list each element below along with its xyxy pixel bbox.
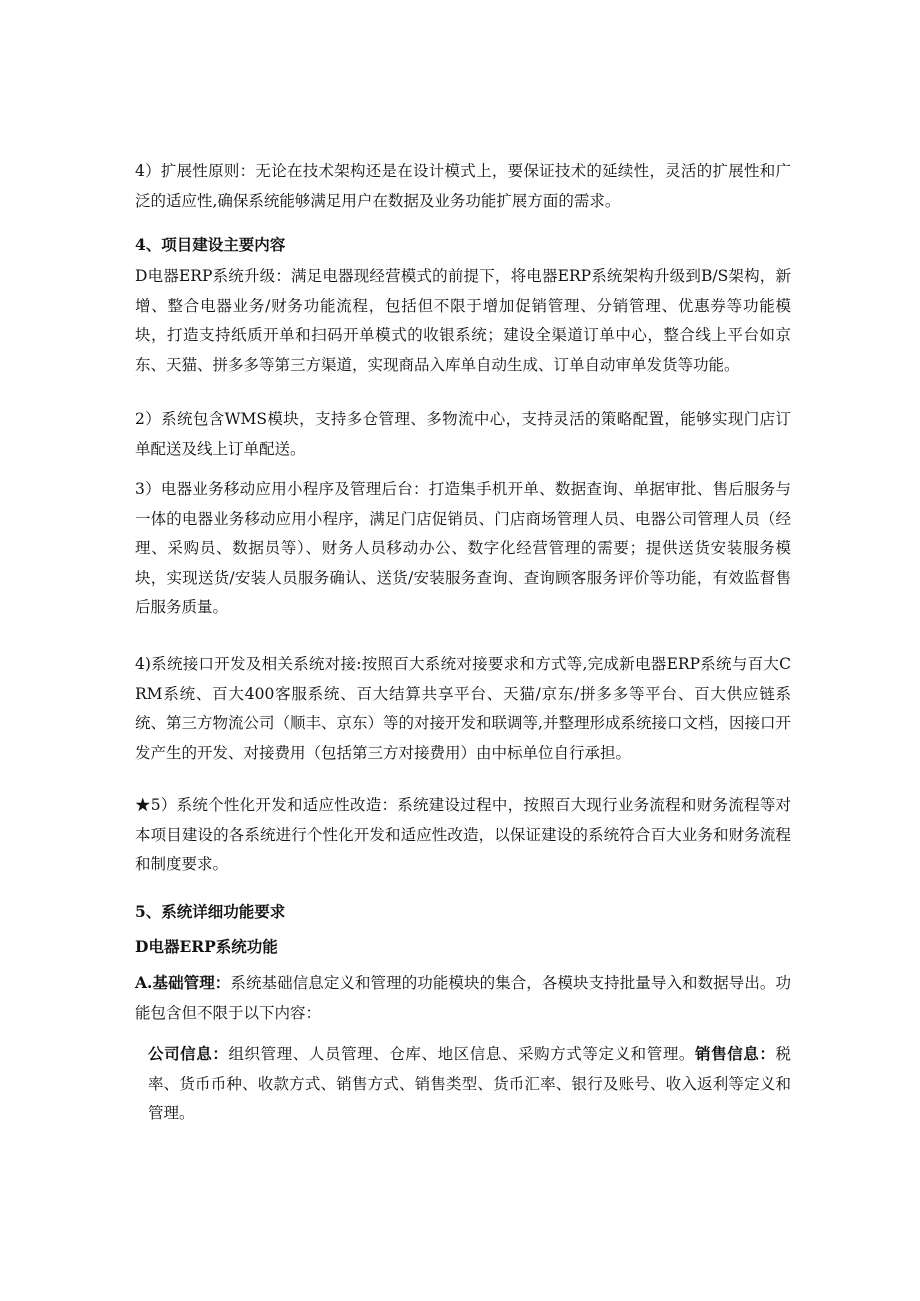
- paragraph-interface-development: 4)系统接口开发及相关系统对接:按照百大系统对接要求和方式等,完成新电器ERP系统与百大CRM系统、百大400客服系统、百大结算共享平台、天猫/京东/拼多多等平台、百大供应链系统、第三方物流公司（顺丰、京东）等的对接开发和联调等,并整理形成系统接口文档，因接口开发产生的开发、对接费用（包括第三方对接费用）由中标单位自行承担。: [135, 655, 791, 762]
- basic-management-text: 系统基础信息定义和管理的功能模块的集合，各模块支持批量导入和数据导出。功能包含但不限于以下内容：: [135, 974, 791, 1022]
- sales-info-text: 税率、货币币种、收款方式、销售方式、销售类型、货币汇率、银行及账号、收入返利等定义和管理。: [148, 1045, 791, 1122]
- sales-info-label: 销售信息：: [695, 1044, 776, 1063]
- company-info-text: 组织管理、人员管理、仓库、地区信息、采购方式等定义和管理。: [228, 1045, 696, 1063]
- paragraph-wms-module: 2）系统包含WMS模块，支持多仓管理、多物流中心，支持灵活的策略配置，能够实现门店订单配送及线上订单配送。: [135, 410, 791, 458]
- paragraph-basic-management: [135, 968, 791, 1028]
- basic-management-label: A.基础管理：: [135, 973, 231, 992]
- paragraph-erp-upgrade: D电器ERP系统升级：满足电器现经营模式的前提下，将电器ERP系统架构升级到B/S架构，新增、整合电器业务/财务功能流程，包括但不限于增加促销管理、分销管理、优惠券等功能模块，打造支持纸质开单和扫码开单模式的收银系统；建设全渠道订单中心，整合线上平台如京东、天猫、拼多多等第三方渠道，实现商品入库单自动生成、订单自动审单发货等功能。: [135, 267, 791, 374]
- paragraph-mobile-app: 3）电器业务移动应用小程序及管理后台：打造集手机开单、数据查询、单据审批、售后服务与一体的电器业务移动应用小程序，满足门店促销员、门店商场管理人员、电器公司管理人员（经理、采购员、数据员等）、财务人员移动办公、数字化经营管理的需要；提供送货安装服务模块，实现送货/安装人员服务确认、送货/安装服务查询、查询顾客服务评价等功能，有效监督售后服务质量。: [135, 480, 791, 616]
- paragraph-company-sales-info: [148, 1039, 791, 1129]
- heading-construction-content: 4、项目建设主要内容: [135, 235, 286, 254]
- paragraph-custom-development: ★5）系统个性化开发和适应性改造：系统建设过程中，按照百大现行业务流程和财务流程等对本项目建设的各系统进行个性化开发和适应性改造，以保证建设的系统符合百大业务和财务流程和制度要求。: [135, 796, 791, 873]
- heading-erp-system-function: D电器ERP系统功能: [135, 937, 278, 956]
- paragraph-scalability-principle: 4）扩展性原则：无论在技术架构还是在设计模式上，要保证技术的延续性，灵活的扩展性和广泛的适应性,确保系统能够满足用户在数据及业务功能扩展方面的需求。: [135, 162, 791, 210]
- company-info-label: 公司信息：: [148, 1044, 229, 1063]
- heading-detailed-requirements: 5、系统详细功能要求: [135, 902, 286, 921]
